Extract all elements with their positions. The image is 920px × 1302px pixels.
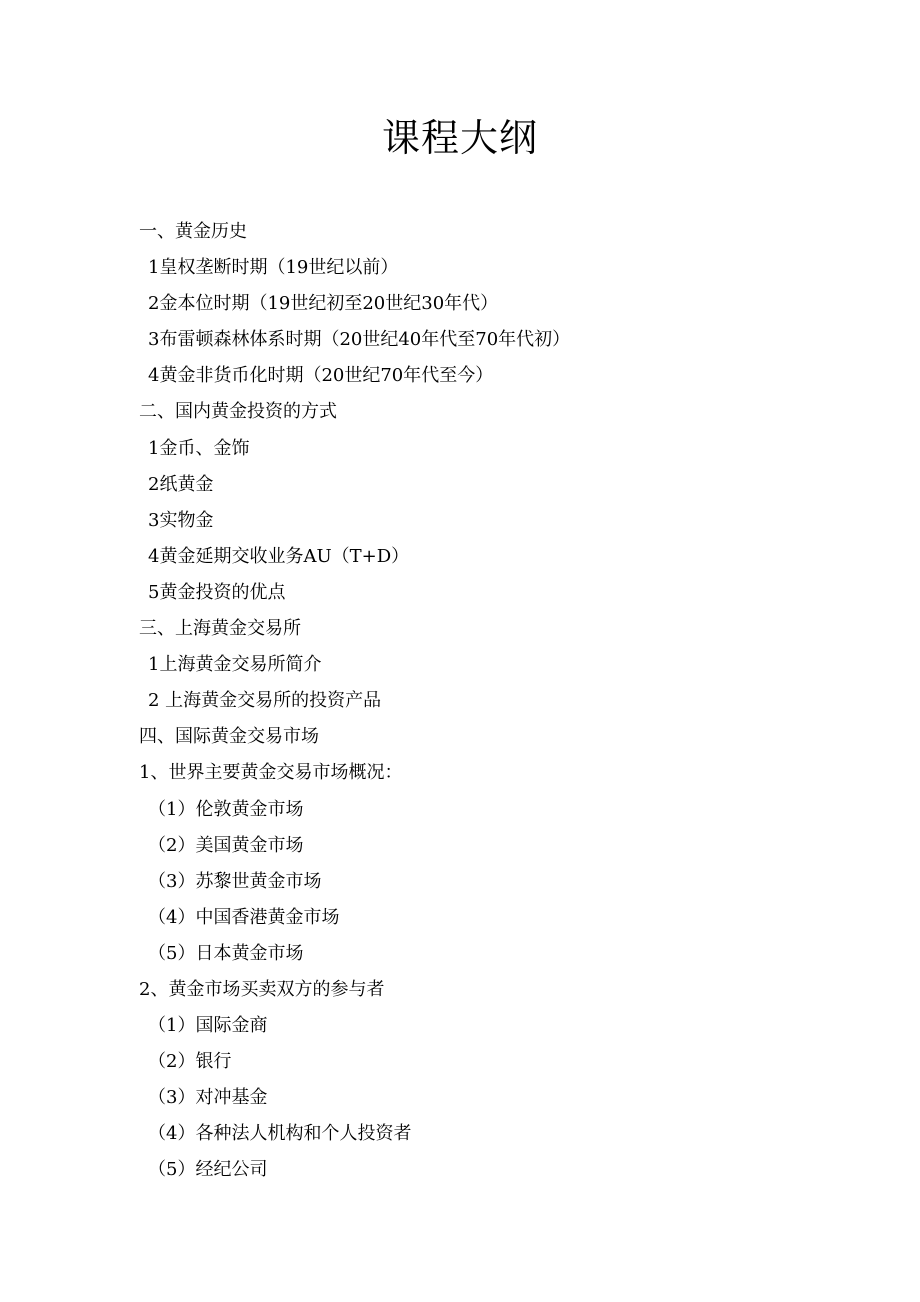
- outline-subitem: （5）日本黄金市场: [148, 942, 304, 964]
- outline-item: 3布雷顿森林体系时期（20世纪40年代至70年代初）: [148, 329, 571, 351]
- outline-item: 2金本位时期（19世纪初至20世纪30年代）: [148, 293, 499, 315]
- outline-item: 4黄金非货币化时期（20世纪70年代至今）: [148, 365, 494, 387]
- outline-subitem: （4）各种法人机构和个人投资者: [148, 1123, 412, 1145]
- outline-section-heading: 一、黄金历史: [139, 221, 247, 242]
- outline-subitem: （3）苏黎世黄金市场: [148, 870, 322, 892]
- outline-subitem: （3）对冲基金: [148, 1087, 268, 1109]
- outline-item: 1皇权垄断时期（19世纪以前）: [148, 257, 399, 279]
- outline-subsection-heading: 2、黄金市场买卖双方的参与者: [139, 978, 385, 1000]
- outline-subitem: （2）美国黄金市场: [148, 834, 304, 856]
- outline-item: 1金币、金饰: [148, 437, 250, 459]
- outline-section-heading: 三、上海黄金交易所: [139, 618, 301, 640]
- outline-item: 2纸黄金: [148, 473, 214, 495]
- outline-subitem: （1）国际金商: [148, 1015, 268, 1037]
- outline-item: 4黄金延期交收业务AU（T+D）: [148, 545, 410, 567]
- document-title: 课程大纲: [381, 116, 538, 160]
- outline-subsection-heading: 1、世界主要黄金交易市场概况：: [139, 762, 403, 784]
- outline-item: 1上海黄金交易所简介: [148, 654, 322, 676]
- outline-subitem: （4）中国香港黄金市场: [148, 906, 340, 928]
- course-outline: [0, 214, 920, 1189]
- outline-item: 5黄金投资的优点: [148, 581, 286, 603]
- outline-item: 2 上海黄金交易所的投资产品: [148, 690, 382, 712]
- outline-subitem: （2）银行: [148, 1051, 232, 1073]
- outline-subitem: （5）经纪公司: [148, 1159, 268, 1181]
- outline-section-heading: 二、国内黄金投资的方式: [139, 401, 337, 423]
- outline-section-heading: 四、国际黄金交易市场: [139, 726, 319, 748]
- outline-item: 3实物金: [148, 509, 214, 531]
- outline-subitem: （1）伦敦黄金市场: [148, 798, 304, 820]
